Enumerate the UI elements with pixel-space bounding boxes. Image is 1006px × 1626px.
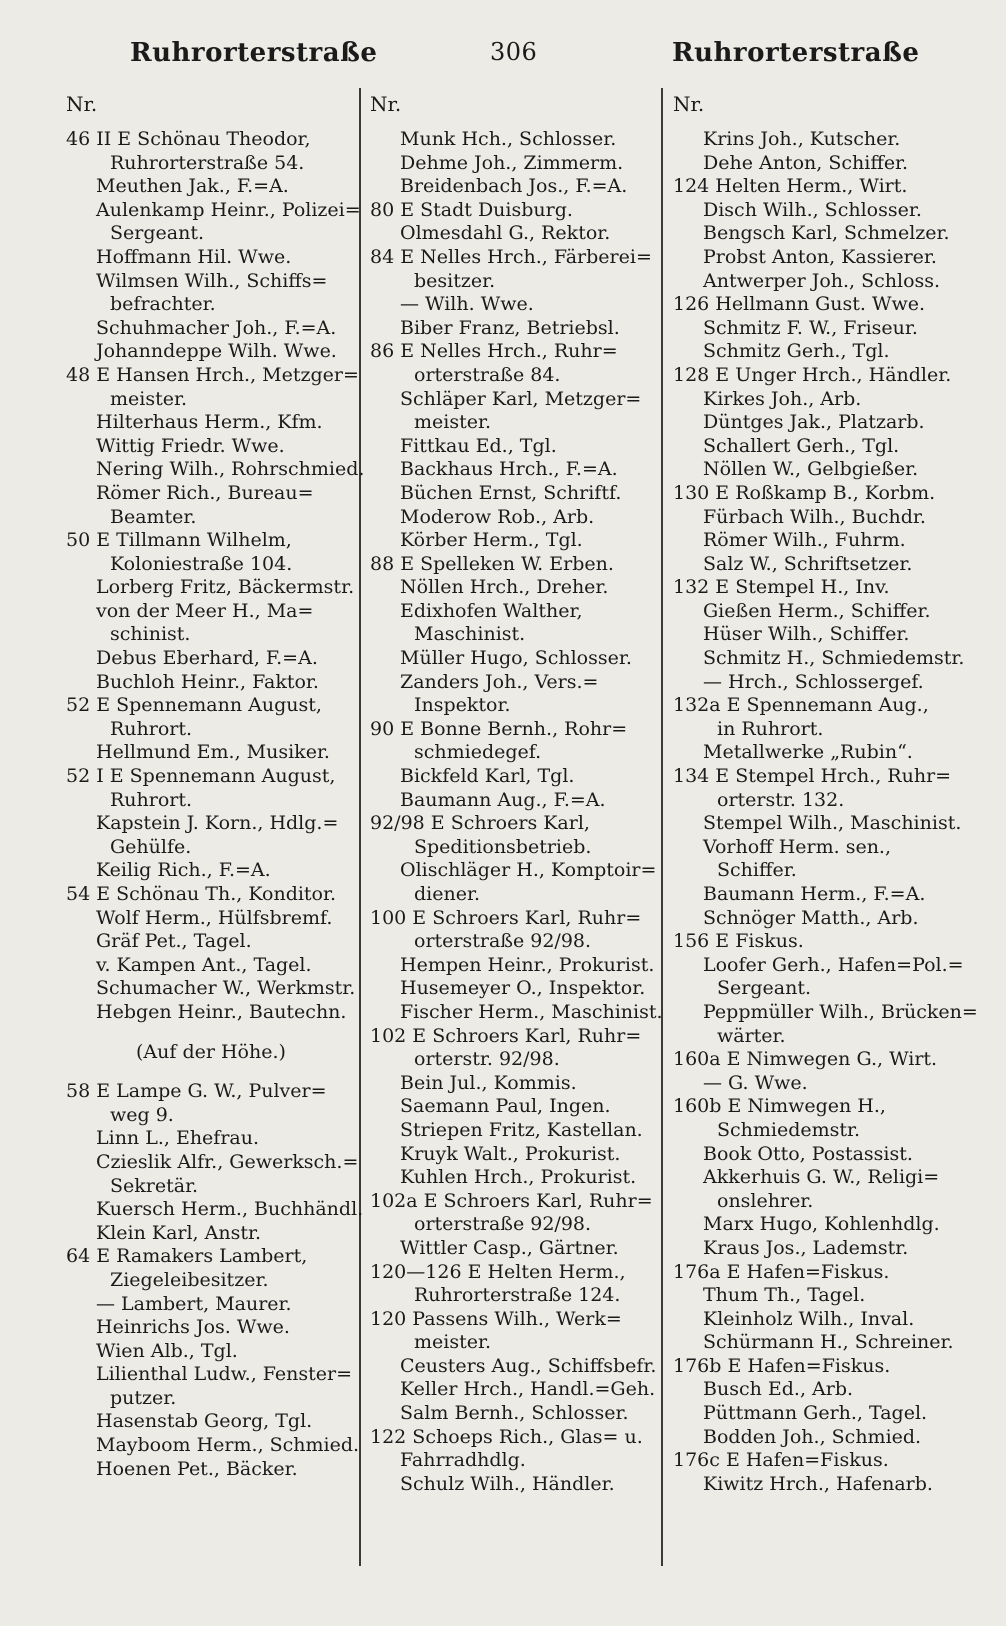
directory-line: Saemann Paul, Ingen. [400, 1095, 611, 1118]
directory-line: Hoenen Pet., Bäcker. [96, 1457, 298, 1480]
directory-line: Bodden Joh., Schmied. [703, 1425, 922, 1448]
directory-line: Wolf Herm., Hülfsbremf. [96, 906, 333, 929]
column-label-1: Nr. [66, 92, 98, 116]
directory-line: Ruhrorterstraße 124. [414, 1284, 621, 1307]
directory-line: Czieslik Alfr., Gewerksch.= [96, 1150, 359, 1173]
directory-line: 52 E Spennemann August, [66, 694, 322, 717]
directory-line: — Lambert, Maurer. [96, 1292, 292, 1315]
directory-line: Loofer Gerh., Hafen=Pol.= [703, 953, 964, 976]
directory-line: meister. [414, 1331, 492, 1354]
directory-line: Peppmüller Wilh., Brücken= [703, 1000, 978, 1023]
directory-line: Debus Eberhard, F.=A. [96, 647, 318, 670]
directory-line: orterstr. 92/98. [414, 1048, 560, 1071]
directory-line: Antwerper Joh., Schloss. [703, 269, 941, 292]
directory-line: Mayboom Herm., Schmied. [96, 1434, 360, 1457]
directory-line: 122 Schoeps Rich., Glas= u. [370, 1425, 643, 1448]
directory-line: onslehrer. [717, 1189, 814, 1212]
directory-line: Edixhofen Walther, [400, 599, 583, 622]
directory-line: — Wilh. Wwe. [400, 293, 534, 316]
directory-line: Buchloh Heinr., Faktor. [96, 670, 319, 693]
directory-line: 176b E Hafen=Fiskus. [673, 1354, 891, 1377]
directory-line: 84 E Nelles Hrch., Färberei= [370, 245, 652, 268]
directory-line: Hasenstab Georg, Tgl. [96, 1410, 313, 1433]
directory-line: Baumann Aug., F.=A. [400, 788, 606, 811]
directory-line: Schläper Karl, Metzger= [400, 387, 642, 410]
directory-line: 176c E Hafen=Fiskus. [673, 1449, 889, 1472]
directory-line: Ceusters Aug., Schiffsbefr. [400, 1354, 657, 1377]
directory-line: Schmitz H., Schmiedemstr. [703, 647, 965, 670]
directory-line [66, 1064, 358, 1080]
directory-line: Büchen Ernst, Schriftf. [400, 481, 622, 504]
directory-line: Römer Rich., Bureau= [96, 481, 314, 504]
directory-line: Dehe Anton, Schiffer. [703, 151, 909, 174]
directory-line: Ruhrort. [110, 788, 193, 811]
directory-line: Hellmund Em., Musiker. [96, 741, 330, 764]
directory-line: Marx Hugo, Kohlenhdlg. [703, 1213, 940, 1236]
directory-line: Fahrradhdlg. [400, 1449, 526, 1472]
directory-line: Schallert Gerh., Tgl. [703, 434, 900, 457]
directory-line: Nöllen Hrch., Dreher. [400, 576, 609, 599]
directory-line: orterstraße 92/98. [414, 1213, 592, 1236]
directory-line: Wittig Friedr. Wwe. [96, 434, 285, 457]
directory-line: Keilig Rich., F.=A. [96, 859, 271, 882]
directory-line: besitzer. [414, 269, 496, 292]
directory-line: — Hrch., Schlossergef. [703, 670, 924, 693]
directory-line: 176a E Hafen=Fiskus. [673, 1260, 890, 1283]
directory-line: Hüser Wilh., Schiffer. [703, 623, 910, 646]
directory-line: Beamter. [110, 505, 197, 528]
directory-line: Klein Karl, Anstr. [96, 1221, 262, 1244]
directory-line: 132 E Stempel H., Inv. [673, 576, 890, 599]
directory-line: Akkerhuis G. W., Religi= [703, 1166, 940, 1189]
directory-line: Bickfeld Karl, Tgl. [400, 765, 575, 788]
directory-line: 120—126 E Helten Herm., [370, 1260, 626, 1283]
directory-line: 88 E Spelleken W. Erben. [370, 552, 614, 575]
directory-line: Gräf Pet., Tagel. [96, 930, 252, 953]
directory-line: Salm Bernh., Schlosser. [400, 1402, 629, 1425]
directory-line: 52 I E Spennemann August, [66, 765, 336, 788]
directory-line: 124 Helten Herm., Wirt. [673, 175, 908, 198]
directory-line: 134 E Stempel Hrch., Ruhr= [673, 765, 952, 788]
directory-line: Sekretär. [110, 1174, 199, 1197]
directory-line: Kuhlen Hrch., Prokurist. [400, 1166, 637, 1189]
directory-line: Hilterhaus Herm., Kfm. [96, 411, 323, 434]
directory-line: Olmesdahl G., Rektor. [400, 222, 611, 245]
directory-line: Baumann Herm., F.=A. [703, 883, 926, 905]
directory-column-1 [66, 128, 365, 1481]
directory-line: 64 E Ramakers Lambert, [66, 1245, 308, 1268]
directory-line: Busch Ed., Arb. [703, 1378, 854, 1401]
directory-line: Zanders Joh., Vers.= [400, 670, 599, 693]
directory-line: Lilienthal Ludw., Fenster= [96, 1363, 353, 1386]
directory-line: diener. [414, 883, 480, 905]
directory-line: 156 E Fiskus. [673, 930, 804, 953]
directory-line: Stempel Wilh., Maschinist. [703, 812, 962, 835]
directory-line: Backhaus Hrch., F.=A. [400, 458, 618, 481]
directory-line: befrachter. [110, 293, 216, 316]
directory-line: Wilmsen Wilh., Schiffs= [96, 269, 328, 292]
directory-line: Vorhoff Herm. sen., [703, 835, 892, 858]
directory-line: Bein Jul., Kommis. [400, 1071, 577, 1094]
directory-line: Kapstein J. Korn., Hdlg.= [96, 812, 339, 835]
directory-line: Ruhrort. [110, 717, 193, 740]
directory-line: Hempen Heinr., Prokurist. [400, 953, 655, 976]
directory-line: 102a E Schroers Karl, Ruhr= [370, 1189, 653, 1212]
directory-line: Thum Th., Tagel. [703, 1284, 866, 1307]
directory-column-3 [673, 128, 978, 1496]
directory-line: Kruyk Walt., Prokurist. [400, 1142, 621, 1165]
page-number: 306 [490, 38, 538, 66]
directory-line: Sergeant. [110, 222, 204, 245]
running-head-right: Ruhrorterstraße [672, 38, 920, 68]
directory-line [66, 1025, 358, 1041]
directory-line: Sergeant. [717, 977, 811, 1000]
directory-line: Linn L., Ehefrau. [96, 1127, 260, 1150]
directory-line: Breidenbach Jos., F.=A. [400, 175, 628, 198]
directory-line: Ziegeleibesitzer. [110, 1268, 269, 1291]
directory-line: schinist. [110, 623, 191, 646]
directory-line: Munk Hch., Schlosser. [400, 128, 617, 150]
directory-line: Inspektor. [414, 694, 511, 717]
directory-line: 160b E Nimwegen H., [673, 1095, 886, 1118]
directory-line: weg 9. [110, 1103, 174, 1126]
directory-line: 126 Hellmann Gust. Wwe. [673, 293, 926, 316]
directory-line: Krins Joh., Kutscher. [703, 128, 901, 150]
directory-line: v. Kampen Ant., Tagel. [96, 953, 312, 976]
directory-line: 92/98 E Schroers Karl, [370, 812, 590, 835]
directory-line: Husemeyer O., Inspektor. [400, 977, 646, 1000]
directory-line: Römer Wilh., Fuhrm. [703, 529, 906, 552]
directory-line: Schmitz Gerh., Tgl. [703, 340, 890, 363]
directory-line: 54 E Schönau Th., Konditor. [66, 883, 337, 905]
directory-line: Meuthen Jak., F.=A. [96, 175, 289, 198]
directory-line: Kuersch Herm., Buchhändl. [96, 1198, 364, 1221]
directory-line: putzer. [110, 1386, 177, 1409]
directory-line: Körber Herm., Tgl. [400, 529, 583, 552]
directory-line: Fürbach Wilh., Buchdr. [703, 505, 926, 528]
directory-line: Püttmann Gerh., Tagel. [703, 1402, 928, 1425]
directory-line: 120 Passens Wilh., Werk= [370, 1307, 622, 1330]
directory-line: Kiwitz Hrch., Hafenarb. [703, 1472, 933, 1495]
directory-line: meister. [110, 387, 188, 410]
directory-line: Maschinist. [414, 623, 526, 646]
directory-line: (Auf der Höhe.) [136, 1040, 286, 1063]
directory-line: Ruhrorterstraße 54. [110, 151, 305, 174]
directory-line: Gießen Herm., Schiffer. [703, 599, 931, 622]
directory-line: Book Otto, Postassist. [703, 1142, 913, 1165]
directory-line: Kirkes Joh., Arb. [703, 387, 862, 410]
directory-line: Schulz Wilh., Händler. [400, 1472, 615, 1495]
directory-line: Kraus Jos., Lademstr. [703, 1236, 909, 1259]
directory-line: Düntges Jak., Platzarb. [703, 411, 925, 434]
directory-line: 132a E Spennemann Aug., [673, 694, 929, 717]
directory-line: Wien Alb., Tgl. [96, 1339, 238, 1362]
directory-line: Striepen Fritz, Kastellan. [400, 1118, 643, 1141]
column-divider [359, 88, 361, 1566]
directory-line: Moderow Rob., Arb. [400, 505, 595, 528]
directory-line: orterstraße 84. [414, 363, 561, 386]
directory-line: 46 II E Schönau Theodor, [66, 128, 311, 150]
directory-line: Hebgen Heinr., Bautechn. [96, 1000, 347, 1023]
directory-line: Kleinholz Wilh., Inval. [703, 1307, 915, 1330]
directory-line: 128 E Unger Hrch., Händler. [673, 363, 952, 386]
directory-line: Fischer Herm., Maschinist. [400, 1000, 663, 1023]
directory-line: Schumacher W., Werkmstr. [96, 977, 356, 1000]
directory-line: Nering Wilh., Rohrschmied. [96, 458, 365, 481]
directory-line: Hoffmann Hil. Wwe. [96, 245, 292, 268]
directory-line: 160a E Nimwegen G., Wirt. [673, 1048, 938, 1071]
directory-line: Schiffer. [717, 859, 797, 882]
directory-line: Wittler Casp., Gärtner. [400, 1236, 619, 1259]
directory-line: Biber Franz, Betriebsl. [400, 316, 620, 339]
column-label-2: Nr. [370, 92, 402, 116]
directory-line: Olischläger H., Komptoir= [400, 859, 657, 882]
directory-line: Johanndeppe Wilh. Wwe. [96, 340, 337, 363]
directory-line: meister. [414, 411, 492, 434]
directory-line: Schürmann H., Schreiner. [703, 1331, 954, 1354]
directory-line: orterstraße 92/98. [414, 930, 592, 953]
directory-line: Schnöger Matth., Arb. [703, 906, 919, 929]
directory-line: Koloniestraße 104. [110, 552, 293, 575]
directory-line: orterstr. 132. [717, 788, 845, 811]
directory-line: Heinrichs Jos. Wwe. [96, 1316, 290, 1339]
directory-line: in Ruhrort. [717, 717, 824, 740]
running-head-left: Ruhrorterstraße [130, 38, 378, 68]
directory-line: 100 E Schroers Karl, Ruhr= [370, 906, 642, 929]
directory-line: Keller Hrch., Handl.=Geh. [400, 1378, 656, 1401]
directory-line: Salz W., Schriftsetzer. [703, 552, 913, 575]
directory-line: Metallwerke „Rubin“. [703, 741, 913, 764]
directory-line: Schmitz F. W., Friseur. [703, 316, 918, 339]
directory-line: 80 E Stadt Duisburg. [370, 198, 573, 221]
directory-line: Müller Hugo, Schlosser. [400, 647, 632, 670]
directory-line: Bengsch Karl, Schmelzer. [703, 222, 950, 245]
directory-line: Schmiedemstr. [717, 1118, 861, 1141]
directory-line: 86 E Nelles Hrch., Ruhr= [370, 340, 618, 363]
directory-line: schmiedegef. [414, 741, 542, 764]
directory-line: Disch Wilh., Schlosser. [703, 198, 922, 221]
directory-line: Speditionsbetrieb. [414, 835, 592, 858]
directory-line: — G. Wwe. [703, 1071, 808, 1094]
directory-line: 58 E Lampe G. W., Pulver= [66, 1080, 327, 1103]
directory-line: wärter. [717, 1024, 786, 1047]
directory-line: von der Meer H., Ma= [96, 599, 314, 622]
directory-line: Lorberg Fritz, Bäckermstr. [96, 576, 355, 599]
directory-line: Probst Anton, Kassierer. [703, 245, 937, 268]
directory-line: Dehme Joh., Zimmerm. [400, 151, 624, 174]
directory-line: Fittkau Ed., Tgl. [400, 434, 557, 457]
directory-line: 130 E Roßkamp B., Korbm. [673, 481, 936, 504]
column-label-3: Nr. [673, 92, 705, 116]
directory-line: Gehülfe. [110, 835, 192, 858]
directory-line: Aulenkamp Heinr., Polizei= [96, 198, 361, 221]
directory-line: 90 E Bonne Bernh., Rohr= [370, 717, 628, 740]
directory-line: Nöllen W., Gelbgießer. [703, 458, 919, 481]
directory-line: 48 E Hansen Hrch., Metzger= [66, 363, 359, 386]
directory-line: 50 E Tillmann Wilhelm, [66, 529, 292, 552]
directory-line: Schuhmacher Joh., F.=A. [96, 316, 337, 339]
directory-column-2 [370, 128, 662, 1496]
directory-line: 102 E Schroers Karl, Ruhr= [370, 1024, 642, 1047]
